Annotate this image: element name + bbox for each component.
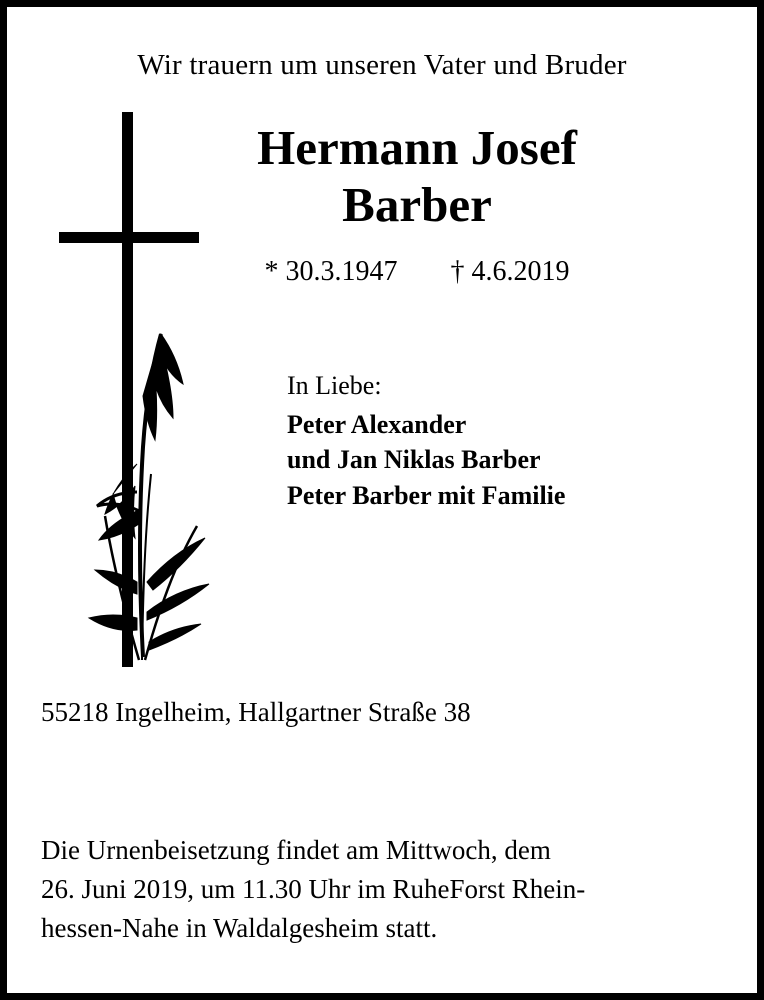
ceremony-line: 26. Juni 2019, um 11.30 Uhr im RuheForst Rhein- [41,874,586,905]
ceremony-line: Die Urnenbeisetzung findet am Mittwoch, dem [41,835,551,865]
deceased-surname: Barber [342,176,492,232]
birth-date: * 30.3.1947 [264,255,398,287]
deceased-first-names: Hermann Josef [257,120,577,175]
ceremony-line: hessen-Nahe in Waldalgesheim statt. [41,913,438,944]
ceremony-details [41,831,723,948]
tribute-block [287,368,723,515]
address-line: 55218 Ingelheim, Hallgartner Straße 38 [41,697,471,727]
page-title: Wir trauern um unseren Vater und Bruder [137,49,627,81]
mourner-name: und Jan Niklas Barber [287,445,541,475]
death-date: † 4.6.2019 [450,255,570,287]
mourner-name: Peter Alexander [287,409,467,439]
tribute-intro: In Liebe: [287,370,382,400]
mourner-name: Peter Barber mit Familie [287,481,566,511]
cross-with-grass-icon [47,112,227,672]
notice-content [7,7,757,993]
